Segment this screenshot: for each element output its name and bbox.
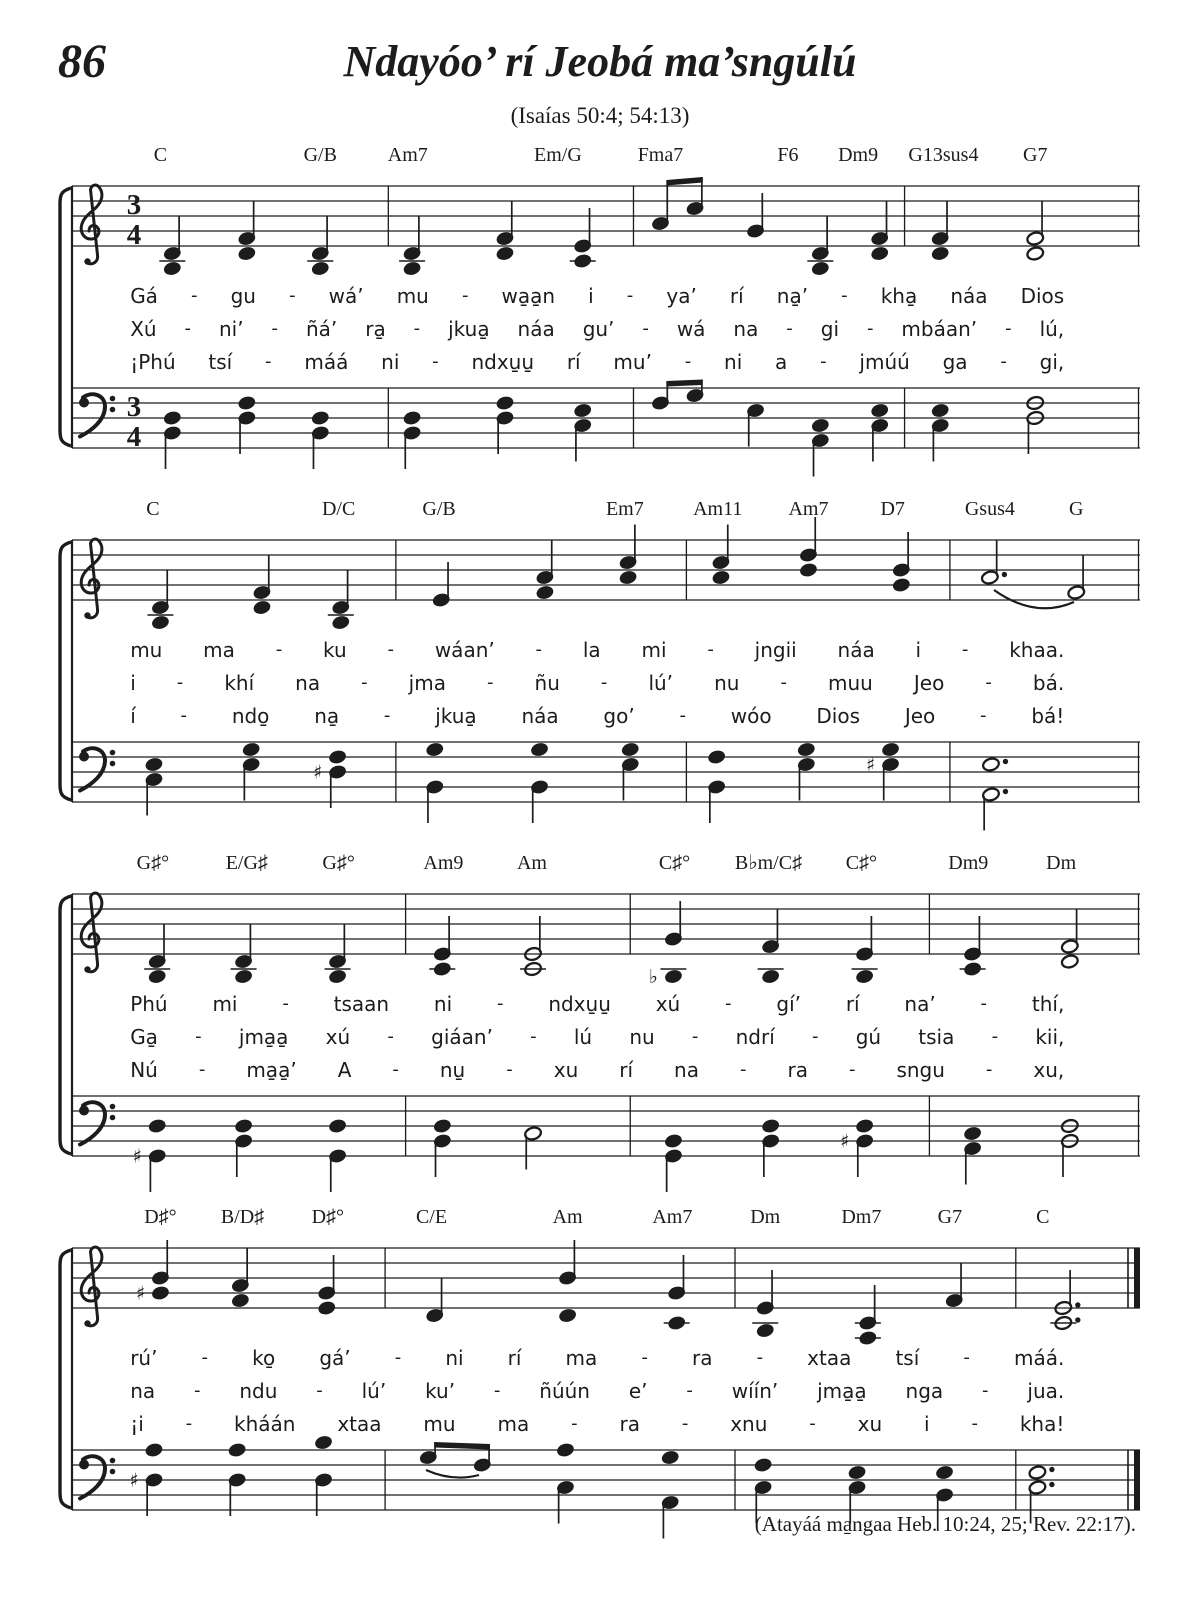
- chord-label: E/G♯: [225, 852, 268, 874]
- treble-staff: [60, 1230, 1140, 1340]
- lyric-syllable: wa̱a̱n: [501, 283, 556, 308]
- lyric-syllable: jkua̱: [435, 703, 477, 728]
- lyric-syllable: wíín’: [731, 1378, 779, 1403]
- chord-label: D♯°: [311, 1206, 345, 1228]
- lyric-syllable: í: [130, 703, 136, 728]
- lyric-syllable: na’: [904, 991, 936, 1016]
- page-header: [0, 0, 1200, 138]
- lyric-hyphen: -: [571, 1413, 578, 1434]
- lyric-hyphen: -: [686, 1380, 693, 1401]
- chord-label: Am: [552, 1206, 583, 1228]
- lyric-syllable: mu’: [613, 349, 652, 374]
- lyric-syllable: na̱’: [776, 283, 809, 308]
- lyric-syllable: máá.: [1013, 1345, 1065, 1370]
- lyric-syllable: tsí: [208, 349, 233, 374]
- lyric-line: [130, 279, 1064, 312]
- lyric-syllable: bá!: [1031, 703, 1065, 728]
- lyric-syllable: ñá’: [305, 316, 338, 341]
- svg-text:♯: ♯: [129, 1469, 139, 1492]
- lyric-syllable: Dios: [816, 703, 861, 728]
- lyric-syllable: náa: [517, 316, 555, 341]
- lyric-block: [60, 986, 1140, 1086]
- lyric-syllable: na: [130, 1378, 156, 1403]
- lyric-syllable: nu: [714, 670, 740, 695]
- lyric-syllable: go’: [603, 703, 635, 728]
- lyric-syllable: sngu: [896, 1057, 945, 1082]
- lyric-syllable: wáan’: [434, 637, 495, 662]
- lyric-line: [130, 633, 1064, 666]
- lyric-hyphen: -: [413, 318, 421, 339]
- lyric-syllable: nu̱: [439, 1057, 466, 1082]
- song-title: Ndayóo’ rí Jeobá ma’sngúlú: [343, 37, 857, 86]
- lyric-syllable: xú: [655, 991, 681, 1016]
- lyric-hyphen: -: [185, 1413, 193, 1434]
- lyric-syllable: ya’: [666, 283, 697, 308]
- chord-label: F6: [777, 144, 799, 166]
- lyric-syllable: xtaa: [807, 1345, 852, 1370]
- lyric-syllable: tsaan: [333, 991, 390, 1016]
- chord-label: B♭m/C♯: [734, 852, 803, 874]
- chord-label: G♯°: [136, 852, 170, 874]
- chord-label: C: [146, 498, 160, 520]
- lyric-syllable: ¡i: [130, 1411, 144, 1436]
- chord-label: Em7: [605, 498, 644, 520]
- lyric-hyphen: -: [176, 672, 184, 693]
- lyric-syllable: tsí: [895, 1345, 920, 1370]
- lyric-syllable: mbáan’: [901, 316, 978, 341]
- lyric-syllable: ndrí: [735, 1024, 775, 1049]
- lyric-syllable: i: [130, 670, 136, 695]
- music-system-3: [60, 846, 1140, 1186]
- lyric-syllable: Xú: [130, 316, 157, 341]
- lyric-syllable: máá: [304, 349, 349, 374]
- lyric-syllable: rí: [507, 1345, 522, 1370]
- svg-text:♭: ♭: [648, 966, 658, 988]
- lyric-syllable: a: [775, 349, 788, 374]
- lyric-line: [130, 987, 1064, 1020]
- lyric-syllable: ma̱a̱’: [246, 1057, 297, 1082]
- lyric-syllable: ndu: [239, 1378, 278, 1403]
- svg-text:♯: ♯: [312, 761, 323, 784]
- treble-staff: [60, 522, 1140, 632]
- lyric-block: [60, 278, 1140, 378]
- lyric-syllable: giáan’: [431, 1024, 493, 1049]
- lyric-hyphen: -: [289, 285, 296, 306]
- lyric-syllable: rí: [729, 283, 744, 308]
- chord-label: Am7: [387, 144, 428, 166]
- lyric-hyphen: -: [201, 1347, 209, 1368]
- lyric-syllable: xtaa: [337, 1411, 382, 1436]
- lyric-syllable: Phú: [130, 991, 168, 1016]
- lyric-syllable: ni: [381, 349, 400, 374]
- lyric-syllable: lú: [573, 1024, 593, 1049]
- lyric-hyphen: -: [786, 318, 793, 339]
- lyric-hyphen: -: [361, 672, 368, 693]
- bass-staff: [60, 378, 1140, 478]
- lyric-hyphen: -: [963, 1347, 970, 1368]
- bass-staff: [60, 1086, 1140, 1186]
- lyric-syllable: Ga̱: [130, 1024, 158, 1049]
- lyric-hyphen: -: [506, 1059, 513, 1080]
- lyric-block: [60, 1340, 1140, 1440]
- treble-staff: [60, 168, 1140, 278]
- lyric-hyphen: -: [265, 351, 272, 372]
- lyric-syllable: Gá: [130, 283, 158, 308]
- lyric-hyphen: -: [1000, 351, 1007, 372]
- chord-label: G♯°: [322, 852, 355, 874]
- lyric-syllable: ra: [787, 1057, 808, 1082]
- chord-label: Am11: [693, 498, 743, 520]
- lyric-syllable: rú’: [130, 1345, 158, 1370]
- lyric-hyphen: -: [493, 1380, 501, 1401]
- lyric-syllable: ¡Phú: [130, 349, 176, 374]
- chord-label: G7: [1023, 144, 1048, 166]
- lyric-syllable: khí: [224, 670, 255, 695]
- lyric-hyphen: -: [980, 705, 987, 726]
- lyric-syllable: wóo: [730, 703, 772, 728]
- system-bracket-icon: [51, 540, 75, 802]
- lyric-syllable: jma̱a̱: [817, 1378, 867, 1403]
- lyric-syllable: lú,: [1039, 316, 1065, 341]
- chord-label: Dm: [1046, 852, 1077, 874]
- svg-text:♯: ♯: [839, 1130, 850, 1153]
- lyric-hyphen: -: [195, 1026, 202, 1047]
- lyric-syllable: kháán: [234, 1411, 296, 1436]
- lyric-syllable: ñúún: [539, 1378, 590, 1403]
- music-system-2: [60, 492, 1140, 832]
- lyric-hyphen: -: [679, 705, 686, 726]
- lyric-syllable: na̱: [314, 703, 340, 728]
- lyric-hyphen: -: [780, 672, 787, 693]
- chord-label: Am7: [652, 1206, 693, 1228]
- lyric-line: [130, 1341, 1064, 1374]
- lyric-syllable: kha̱: [880, 283, 918, 308]
- chord-label: G: [1069, 498, 1084, 520]
- chord-label: B/D♯: [220, 1206, 265, 1228]
- lyric-hyphen: -: [961, 639, 969, 660]
- lyric-syllable: ni: [724, 349, 743, 374]
- lyric-syllable: rí: [566, 349, 581, 374]
- lyric-syllable: wá: [676, 316, 706, 341]
- chord-label: G13sus4: [908, 144, 979, 166]
- lyric-hyphen: -: [985, 672, 992, 693]
- lyric-hyphen: -: [394, 1347, 402, 1368]
- lyric-syllable: Dios: [1020, 283, 1065, 308]
- lyric-line: [130, 345, 1064, 378]
- lyric-hyphen: -: [725, 993, 732, 1014]
- lyric-syllable: gu’: [582, 316, 615, 341]
- lyric-syllable: jkua̱: [448, 316, 490, 341]
- music-system-1: [60, 138, 1140, 478]
- lyric-syllable: ndxu̱u̱: [471, 349, 535, 374]
- lyric-syllable: na: [733, 316, 759, 341]
- lyric-syllable: na: [674, 1057, 699, 1082]
- lyric-syllable: jmúú: [859, 349, 910, 374]
- chord-label: Am7: [788, 498, 829, 520]
- lyric-line: [130, 1053, 1064, 1086]
- lyric-syllable: ra: [619, 1411, 640, 1436]
- chord-row: [60, 1200, 1140, 1230]
- chord-row: [60, 492, 1140, 522]
- lyric-hyphen: -: [980, 993, 988, 1014]
- lyric-syllable: e’: [628, 1378, 648, 1403]
- svg-text:3: 3: [126, 189, 142, 221]
- lyric-syllable: kha!: [1019, 1411, 1065, 1436]
- lyric-syllable: náa: [950, 283, 988, 308]
- song-number: 86: [58, 35, 106, 88]
- lyric-line: [130, 1020, 1064, 1053]
- lyric-hyphen: -: [461, 285, 469, 306]
- svg-text:♯: ♯: [865, 754, 876, 776]
- lyric-block: [60, 632, 1140, 732]
- lyric-syllable: wá’: [328, 283, 364, 308]
- lyric-hyphen: -: [193, 1380, 201, 1401]
- lyric-hyphen: -: [809, 1413, 816, 1434]
- lyric-hyphen: -: [282, 993, 289, 1014]
- lyric-hyphen: -: [991, 1026, 999, 1047]
- lyric-syllable: muu: [828, 670, 873, 695]
- lyric-hyphen: -: [184, 318, 192, 339]
- lyric-syllable: ga: [942, 349, 968, 374]
- chord-label: Fma7: [637, 144, 684, 166]
- lyric-syllable: ma: [497, 1411, 530, 1436]
- lyric-syllable: mu: [396, 283, 429, 308]
- lyric-hyphen: -: [756, 1347, 764, 1368]
- lyric-hyphen: -: [971, 1413, 978, 1434]
- lyric-hyphen: -: [985, 1059, 993, 1080]
- lyric-hyphen: -: [392, 1059, 399, 1080]
- chord-label: G/B: [303, 144, 337, 166]
- system-bracket-icon: [51, 1248, 75, 1510]
- score: [60, 138, 1140, 1540]
- lyric-hyphen: -: [387, 1026, 394, 1047]
- lyric-line: [130, 1374, 1064, 1407]
- music-system-4: [60, 1200, 1140, 1540]
- svg-text:♯: ♯: [132, 1145, 142, 1168]
- lyric-hyphen: -: [191, 285, 198, 306]
- lyric-syllable: gu: [230, 283, 256, 308]
- lyric-syllable: ni: [445, 1345, 464, 1370]
- lyric-hyphen: -: [198, 1059, 206, 1080]
- lyric-syllable: rí: [845, 991, 860, 1016]
- lyric-syllable: jngii: [754, 637, 797, 662]
- system-bracket-icon: [51, 894, 75, 1156]
- lyric-hyphen: -: [707, 639, 714, 660]
- lyric-line: [130, 312, 1064, 345]
- chord-label: C♯°: [845, 852, 878, 874]
- lyric-line: [130, 666, 1064, 699]
- lyric-hyphen: -: [387, 639, 395, 660]
- lyric-line: [130, 699, 1064, 732]
- lyric-syllable: xu,: [1033, 1057, 1065, 1082]
- scripture-reference: (Isaías 50:4; 54:13): [510, 103, 690, 128]
- lyric-hyphen: -: [1005, 318, 1012, 339]
- lyric-hyphen: -: [535, 639, 543, 660]
- lyric-syllable: A: [337, 1057, 352, 1082]
- lyric-hyphen: -: [600, 672, 608, 693]
- chord-label: D/C: [321, 498, 356, 520]
- lyric-hyphen: -: [626, 285, 634, 306]
- chord-label: Dm7: [841, 1206, 882, 1228]
- lyric-syllable: xu: [553, 1057, 579, 1082]
- lyric-syllable: ndxu̱u̱: [548, 991, 611, 1016]
- lyric-hyphen: -: [820, 351, 827, 372]
- svg-text:4: 4: [126, 219, 142, 251]
- lyric-syllable: gú: [855, 1024, 882, 1049]
- lyric-hyphen: -: [681, 1413, 689, 1434]
- chord-label: C: [153, 144, 168, 166]
- lyric-syllable: gá’: [319, 1345, 351, 1370]
- bass-staff: [60, 732, 1140, 832]
- lyric-hyphen: -: [739, 1059, 747, 1080]
- svg-text:3: 3: [126, 391, 142, 423]
- lyric-hyphen: -: [684, 351, 692, 372]
- lyric-syllable: nu: [629, 1024, 655, 1049]
- lyric-syllable: gi: [820, 316, 840, 341]
- lyric-syllable: ñu: [534, 670, 560, 695]
- lyric-hyphen: -: [487, 672, 494, 693]
- lyric-hyphen: -: [848, 1059, 856, 1080]
- chord-label: D♯°: [144, 1206, 177, 1228]
- chord-label: Gsus4: [964, 498, 1015, 520]
- lyric-syllable: thí,: [1031, 991, 1065, 1016]
- lyric-syllable: gi,: [1039, 349, 1065, 374]
- lyric-syllable: ni: [433, 991, 453, 1016]
- chord-label: D7: [880, 498, 905, 520]
- lyric-hyphen: -: [432, 351, 439, 372]
- lyric-syllable: gí’: [776, 991, 801, 1016]
- lyric-syllable: ku’: [425, 1378, 456, 1403]
- lyric-syllable: i: [924, 1411, 930, 1436]
- lyric-syllable: mu: [423, 1411, 456, 1436]
- chord-label: C/E: [415, 1206, 448, 1228]
- lyric-syllable: nga: [905, 1378, 944, 1403]
- lyric-syllable: la: [582, 637, 601, 662]
- lyric-hyphen: -: [383, 705, 391, 726]
- lyric-syllable: ku: [323, 637, 347, 662]
- footer-reference: (Atayáá ma̱ngaa Heb. 10:24, 25; Rev. 22:17).: [754, 1512, 1136, 1536]
- lyric-syllable: mi: [212, 991, 238, 1016]
- chord-row: [60, 138, 1140, 168]
- lyric-syllable: jua.: [1027, 1378, 1065, 1403]
- lyric-hyphen: -: [180, 705, 188, 726]
- chord-label: G7: [937, 1206, 963, 1228]
- lyric-hyphen: -: [691, 1026, 699, 1047]
- lyric-syllable: khaa.: [1009, 637, 1065, 662]
- lyric-syllable: ra̱: [365, 316, 386, 341]
- lyric-syllable: na: [295, 670, 321, 695]
- chord-row: [60, 846, 1140, 876]
- chord-label: Dm9: [948, 852, 989, 874]
- lyric-hyphen: -: [496, 993, 504, 1014]
- lyric-syllable: kii,: [1035, 1024, 1065, 1049]
- lyric-syllable: ra: [691, 1345, 713, 1370]
- lyric-syllable: jma̱a̱: [238, 1024, 289, 1049]
- lyric-syllable: Jeo: [904, 703, 936, 728]
- lyric-syllable: ni’: [218, 316, 244, 341]
- lyric-syllable: i: [588, 283, 594, 308]
- lyric-hyphen: -: [316, 1380, 323, 1401]
- lyric-hyphen: -: [866, 318, 874, 339]
- lyric-syllable: ma: [565, 1345, 598, 1370]
- lyric-syllable: mu: [130, 637, 163, 662]
- chord-label: C: [1036, 1206, 1050, 1228]
- lyric-hyphen: -: [982, 1380, 989, 1401]
- lyric-syllable: tsia: [918, 1024, 955, 1049]
- lyric-syllable: lú’: [648, 670, 674, 695]
- lyric-syllable: lú’: [361, 1378, 387, 1403]
- lyric-syllable: ndo̱: [231, 703, 270, 728]
- lyric-syllable: bá.: [1032, 670, 1065, 695]
- chord-label: Dm: [750, 1206, 781, 1228]
- lyric-syllable: mi: [641, 637, 667, 662]
- lyric-hyphen: -: [275, 639, 283, 660]
- lyric-syllable: náa: [837, 637, 875, 662]
- system-bracket-icon: [51, 186, 75, 448]
- lyric-syllable: xú: [325, 1024, 351, 1049]
- lyric-syllable: i: [915, 637, 922, 662]
- lyric-hyphen: -: [642, 318, 649, 339]
- lyric-syllable: rí: [619, 1057, 634, 1082]
- treble-staff: [60, 876, 1140, 986]
- lyric-syllable: Jeo: [913, 670, 945, 695]
- lyric-syllable: xnu: [730, 1411, 768, 1436]
- chord-label: G/B: [422, 498, 456, 520]
- lyric-hyphen: -: [530, 1026, 537, 1047]
- lyric-syllable: náa: [521, 703, 559, 728]
- lyric-syllable: jma: [408, 670, 446, 695]
- lyric-line: [130, 1407, 1064, 1440]
- chord-label: Em/G: [533, 144, 582, 166]
- lyric-syllable: Nú: [130, 1057, 158, 1082]
- svg-text:4: 4: [126, 421, 142, 453]
- svg-text:♯: ♯: [135, 1282, 146, 1305]
- lyric-hyphen: -: [271, 318, 279, 339]
- lyric-hyphen: -: [841, 285, 848, 306]
- chord-label: Am: [516, 852, 547, 874]
- lyric-syllable: xu: [857, 1411, 883, 1436]
- chord-label: C♯°: [658, 852, 691, 874]
- chord-label: Dm9: [838, 144, 879, 166]
- lyric-hyphen: -: [811, 1026, 819, 1047]
- lyric-hyphen: -: [641, 1347, 648, 1368]
- lyric-syllable: ko̱: [252, 1345, 276, 1370]
- lyric-syllable: ma: [203, 637, 235, 662]
- chord-label: Am9: [423, 852, 464, 874]
